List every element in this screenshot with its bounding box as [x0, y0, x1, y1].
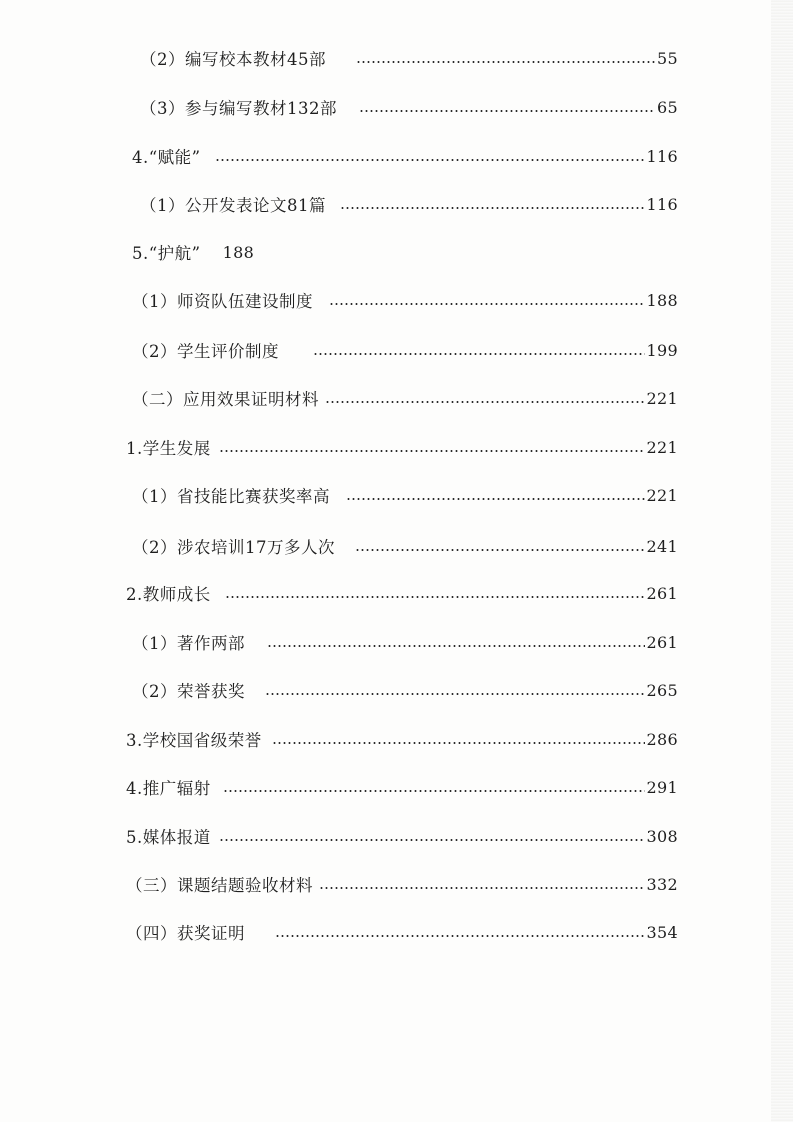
toc-entry[interactable]	[126, 821, 678, 851]
dot-leader	[313, 353, 645, 355]
dot-leader	[355, 549, 645, 551]
toc-entry-page: 241	[646, 536, 678, 556]
toc-entry[interactable]	[132, 531, 678, 561]
dot-leader	[325, 401, 645, 403]
toc-entry-page: 332	[646, 874, 678, 894]
toc-entry-label: （1）公开发表论文81篇	[140, 196, 326, 215]
toc-entry-label: 3.学校国省级荣誉	[126, 731, 262, 750]
toc-entry-label: 4.“赋能”	[132, 148, 201, 167]
dot-leader	[223, 790, 645, 792]
toc-entry-page: 261	[646, 583, 678, 603]
toc-entry[interactable]	[132, 335, 678, 365]
toc-entry[interactable]	[132, 237, 254, 267]
toc-entry-label: 2.教师成长	[126, 585, 211, 604]
toc-entry-page: 291	[646, 777, 678, 797]
toc-entry[interactable]	[140, 43, 678, 73]
dot-leader	[215, 159, 645, 161]
toc-entry-page: 221	[646, 437, 678, 457]
toc-entry-label: 4.推广辐射	[126, 779, 211, 798]
dot-leader	[356, 61, 655, 63]
toc-entry-label: 5.媒体报道	[126, 828, 211, 847]
dot-leader	[265, 693, 645, 695]
toc-entry-page: 199	[646, 340, 678, 360]
toc-entry-page: 116	[646, 194, 678, 214]
dot-leader	[340, 207, 645, 209]
toc-entry[interactable]	[140, 189, 678, 219]
toc-entry-page: 55	[657, 48, 678, 68]
toc-entry[interactable]	[132, 675, 678, 705]
toc-entry-page: 354	[646, 922, 678, 942]
dot-leader	[359, 110, 655, 112]
dot-leader	[272, 742, 645, 744]
toc-entry-label: （1）著作两部	[132, 634, 245, 653]
toc-entry-page: 308	[646, 826, 678, 846]
dot-leader	[346, 498, 645, 500]
toc-entry[interactable]	[126, 772, 678, 802]
dot-leader	[319, 887, 645, 889]
toc-entry[interactable]	[126, 724, 678, 754]
toc-entry-label: 1.学生发展	[126, 439, 211, 458]
toc-entry[interactable]	[132, 141, 678, 171]
toc-entry-label: （2）学生评价制度	[132, 342, 279, 361]
toc-entry-label: （2）荣誉获奖	[132, 682, 245, 701]
toc-entry[interactable]	[132, 285, 678, 315]
toc-entry-page: 188	[222, 242, 255, 262]
toc-entry[interactable]	[132, 480, 678, 510]
toc-entry[interactable]	[126, 432, 678, 462]
toc-entry-page: 221	[646, 485, 678, 505]
dot-leader	[219, 450, 645, 452]
toc-entry[interactable]	[126, 578, 678, 608]
toc-entry-label: （2）涉农培训17万多人次	[132, 538, 335, 557]
toc-entry[interactable]	[126, 917, 678, 947]
toc-entry-label: （三）课题结题验收材料	[126, 876, 313, 895]
dot-leader	[267, 645, 645, 647]
toc-entry-page: 286	[646, 729, 678, 749]
toc-entry[interactable]	[132, 383, 678, 413]
toc-entry-page: 221	[646, 388, 678, 408]
toc-entry[interactable]	[140, 92, 678, 122]
dot-leader	[225, 596, 645, 598]
dot-leader	[219, 839, 645, 841]
toc-entry-page: 65	[657, 97, 678, 117]
toc-entry-label: （2）编写校本教材45部	[140, 50, 326, 69]
dot-leader	[329, 303, 645, 305]
toc-entry-page: 188	[646, 290, 678, 310]
toc-entry-page: 116	[646, 146, 678, 166]
toc-entry[interactable]	[126, 869, 678, 899]
toc-entry-label: 5.“护航”	[132, 244, 201, 263]
toc-entry-label: （二）应用效果证明材料	[132, 390, 319, 409]
toc-entry-label: （1）师资队伍建设制度	[132, 292, 313, 311]
toc-entry-page: 265	[646, 680, 678, 700]
toc-entry-label: （四）获奖证明	[126, 924, 245, 943]
toc-entry-label: （3）参与编写教材132部	[140, 99, 337, 118]
dot-leader	[275, 935, 645, 937]
toc-entry-page: 261	[646, 632, 678, 652]
toc-entry[interactable]	[132, 627, 678, 657]
toc-entry-label: （1）省技能比赛获奖率高	[132, 487, 330, 506]
